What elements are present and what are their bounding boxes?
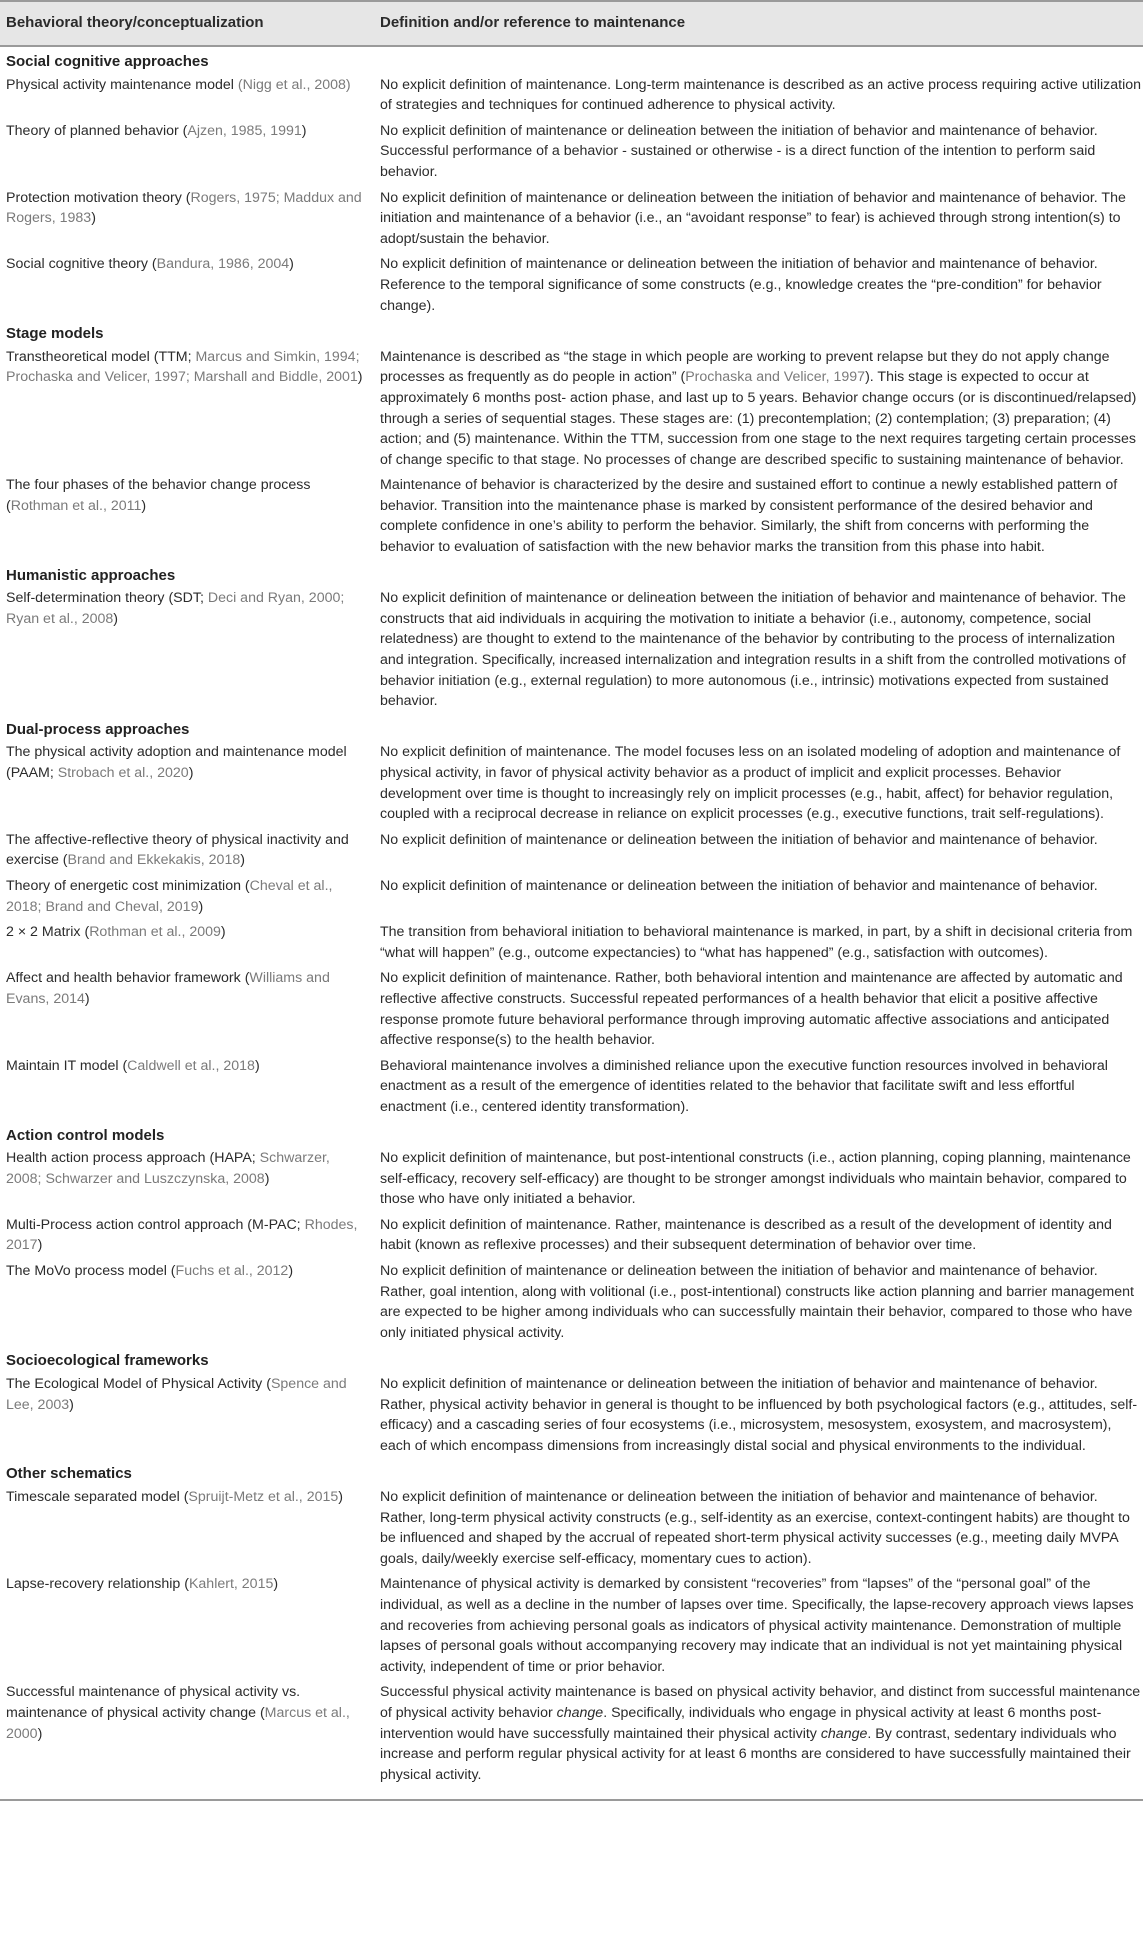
- cell-text: ): [141, 497, 147, 514]
- theory-cell: [0, 73, 374, 119]
- theory-cell: [0, 119, 374, 186]
- definition-cell: [374, 1054, 1143, 1121]
- cell-text: The transition from behavioral initiation to behavioral maintenance is marked, in part, by a shift in decisional criteria from “what will happen” (e.g., outcome expectancies) to “what has happened” (e.g., satisfaction with outcomes).: [380, 924, 1133, 961]
- section-title: Dual-process approaches: [6, 720, 190, 738]
- table-row: [0, 1259, 1143, 1346]
- cell-text: ): [273, 1576, 279, 1593]
- theory-cell: [0, 186, 374, 253]
- theory-cell: [0, 1259, 374, 1346]
- section-title: Socioecological frameworks: [6, 1352, 209, 1370]
- table-row: [0, 1485, 1143, 1572]
- cell-text: No explicit definition of maintenance. Rather, both behavioral intention and maintenance are affected by automatic and reflective affective constructs. Successful repeated performances of a health behavior that elicit a positive affective response promote future behavioral performance through improving automatic affective associations and anticipated affective response(s) to the health behavior.: [380, 970, 1123, 1049]
- definition-cell: [374, 1680, 1143, 1800]
- table-row: [0, 1572, 1143, 1680]
- cell-text: No explicit definition of maintenance or delineation between the initiation of behavior and maintenance of behavior.: [380, 877, 1098, 894]
- cell-text: No explicit definition of maintenance, but post-intentional constructs (i.e., action planning, coping planning, maintenance self-efficacy, recovery self-efficacy) are thought to be stronger amongst individuals who maintain behavior, compared to those who have only initiated a behavior.: [380, 1150, 1131, 1208]
- cell-text: Transtheoretical model (TTM;: [6, 348, 196, 365]
- cell-text: No explicit definition of maintenance. Rather, maintenance is described as a result of the development of identity and habit (known as reflexive processes) and their subsequent determination of behavior over time.: [380, 1216, 1112, 1254]
- definition-cell: [374, 1146, 1143, 1213]
- cell-text: . By contrast, sedentary individuals who increase and perform regular physical activity for at least 6 months are considered to have successfully maintained their physical activity.: [380, 1725, 1131, 1783]
- cell-text: ): [84, 990, 90, 1007]
- definition-cell: [374, 740, 1143, 827]
- theory-cell: [0, 473, 374, 560]
- citation-link[interactable]: Deci and Ryan, 2000; Ryan et al., 2008: [6, 590, 345, 627]
- header-theory: Behavioral theory/conceptualization: [0, 1, 374, 46]
- cell-text: Maintenance of physical activity is demarked by consistent “recoveries” from “lapses” of the “personal goal” of the individual, as well as a decline in the number of lapses over time. Specifically, the lapse-recovery approach views lapses and recoveries from achieving personal goals as indicators of physical activity maintenance. Demonstration of multiple lapses of personal goals without accompanying recovery may indicate that an individual is not yet maintaining physical activity, independent of time or prior behavior.: [380, 1576, 1134, 1675]
- cell-text: ): [289, 256, 294, 273]
- table-body: [0, 46, 1143, 1800]
- cell-text: Maintenance is described as “the stage in which people are working to prevent relapse but they do not apply change processes as frequently as do people in action” (: [380, 348, 1110, 386]
- cell-text: ): [198, 898, 204, 915]
- cell-text: Successful physical activity maintenance is based on physical activity behavior, and distinct from successful maintenance of physical activity behavior: [380, 1684, 1141, 1721]
- cell-text: ): [37, 1725, 43, 1742]
- cell-text: ): [338, 1489, 343, 1505]
- cell-text: The MoVo process model (: [6, 1263, 176, 1280]
- table-row: [0, 920, 1143, 966]
- table-header-row: [0, 1, 1143, 46]
- citation-link[interactable]: Fuchs et al., 2012: [175, 1263, 289, 1280]
- definition-cell: [374, 119, 1143, 186]
- table-row: [0, 1146, 1143, 1213]
- theory-cell: [0, 828, 374, 874]
- section-row: [0, 715, 1143, 741]
- citation-link[interactable]: Marcus and Simkin, 1994; Prochaska and Velicer, 1997; Marshall and Biddle, 2001: [6, 348, 360, 386]
- header-definition: Definition and/or reference to maintenance: [374, 1, 1143, 46]
- cell-text: Affect and health behavior framework (: [6, 970, 250, 987]
- theory-cell: [0, 1485, 374, 1572]
- cell-text: Social cognitive theory (: [6, 256, 157, 273]
- definition-cell: [374, 966, 1143, 1053]
- definition-cell: [374, 473, 1143, 560]
- citation-link[interactable]: Kahlert, 2015: [188, 1576, 274, 1593]
- cell-text: Timescale separated model (: [6, 1489, 189, 1505]
- table-row: [0, 119, 1143, 186]
- cell-text: No explicit definition of maintenance. Long-term maintenance is described as an active process requiring active utilization of strategies and techniques for continued adherence to physical activity.: [380, 76, 1142, 114]
- cell-text: Behavioral maintenance involves a diminished reliance upon the executive function resources involved in behavioral enactment as a result of the emergence of identities related to the behavior that facilitate swift and less effortful enactment (i.e., centered identity transformation).: [380, 1057, 1108, 1115]
- table-row: [0, 1372, 1143, 1459]
- table-row: [0, 1054, 1143, 1121]
- citation-link[interactable]: Rogers, 1975; Maddux and Rogers, 1983: [6, 189, 362, 227]
- definition-cell: [374, 73, 1143, 119]
- citation-link[interactable]: Cheval et al., 2018; Brand and Cheval, 2019: [6, 877, 333, 915]
- cell-text: No explicit definition of maintenance or delineation between the initiation of behavior and maintenance of behavior. Successful performance of a behavior - sustained or otherwise - is a direct function of the intention to perform said behavior.: [380, 122, 1098, 180]
- table-row: [0, 586, 1143, 715]
- cell-text: ): [220, 924, 226, 941]
- cell-text: ): [91, 210, 96, 227]
- cell-text: Protection motivation theory (: [6, 189, 191, 206]
- table-row: [0, 473, 1143, 560]
- cell-text: Successful maintenance of physical activity vs. maintenance of physical activity change (: [6, 1684, 301, 1721]
- cell-text: Theory of planned behavior (: [6, 122, 188, 139]
- cell-text: No explicit definition of maintenance or delineation between the initiation of behavior and maintenance of behavior. Rather, physical activity behavior in general is thought to be influenced by both psychological factors (e.g., attitudes, self-efficacy) and a cascading series of four ecosystems (i.e., microsystem, mesosystem, exosystem, and macrosystem), each of which encompass dimensions from increasingly distal social and physical environments to the individual.: [380, 1376, 1138, 1454]
- theory-cell: [0, 1572, 374, 1680]
- cell-text: Lapse-recovery relationship (: [6, 1576, 189, 1593]
- definition-cell: [374, 1485, 1143, 1572]
- citation-link[interactable]: Williams and Evans, 2014: [6, 970, 330, 1007]
- cell-text: ): [188, 765, 194, 781]
- cell-text: The affective-reflective theory of physical inactivity and exercise (: [6, 831, 349, 869]
- cell-text: ): [69, 1396, 74, 1413]
- table-row: [0, 345, 1143, 474]
- definition-cell: [374, 874, 1143, 920]
- cell-text: ): [113, 610, 118, 627]
- citation-link[interactable]: Caldwell et al., 2018: [127, 1057, 255, 1074]
- theory-cell: [0, 1372, 374, 1459]
- cell-text: No explicit definition of maintenance or delineation between the initiation of behavior and maintenance of behavior. Reference to the temporal significance of some constructs (e.g., knowledge creates the “pre-condition” for behavior change).: [380, 256, 1102, 314]
- table-row: [0, 1680, 1143, 1800]
- citation-link[interactable]: Bandura, 1986, 2004: [156, 256, 290, 273]
- table-row: [0, 1213, 1143, 1259]
- theory-cell: [0, 1213, 374, 1259]
- cell-text: Maintain IT model (: [6, 1057, 128, 1074]
- theory-cell: [0, 920, 374, 966]
- citation-link[interactable]: Rothman et al., 2011: [10, 497, 142, 514]
- citation-link[interactable]: Brand and Ekkekakis, 2018: [67, 852, 241, 869]
- cell-text: No explicit definition of maintenance or delineation between the initiation of behavior and maintenance of behavior. The constructs that aid individuals in acquiring the motivation to initiate a behavior (i.e., autonomy, competence, social relatedness) are thought to extend to the maintenance of the behavior by contributing to the process of internalization and integration. Specifically, increased internalization and integration results in a shift from the controlled motivations of behavior initiation (e.g., external regulation) to more autonomous (i.e., intrinsic) motivations expected from sustained behavior.: [380, 590, 1126, 710]
- cell-text: No explicit definition of maintenance or delineation between the initiation of behavior and maintenance of behavior.: [380, 831, 1098, 848]
- section-title: Humanistic approaches: [6, 566, 176, 584]
- theory-cell: [0, 1146, 374, 1213]
- cell-text: ): [37, 1237, 43, 1254]
- cell-text: . Specifically, individuals who engage in physical activity at least 6 months post-intervention would have successfully maintained their physical activity: [380, 1704, 1102, 1742]
- cell-text: No explicit definition of maintenance or delineation between the initiation of behavior and maintenance of behavior. The initiation and maintenance of a behavior (i.e., an “avoidant response” to fear) is achieved through strong intention(s) to adopt/sustain the behavior.: [380, 189, 1126, 247]
- section-row: [0, 1459, 1143, 1485]
- definition-cell: [374, 586, 1143, 715]
- section-row: [0, 319, 1143, 345]
- cell-text: Health action process approach (HAPA;: [6, 1150, 260, 1167]
- cell-text: Multi-Process action control approach (M-PAC;: [6, 1216, 305, 1233]
- citation-link[interactable]: Ajzen, 1985, 1991: [187, 122, 302, 139]
- cell-text: Theory of energetic cost minimization (: [6, 877, 250, 894]
- section-row: [0, 1121, 1143, 1147]
- table-row: [0, 828, 1143, 874]
- definition-cell: [374, 920, 1143, 966]
- section-row: [0, 46, 1143, 73]
- cell-text: ): [240, 852, 245, 869]
- cell-text: The physical activity adoption and maintenance model (PAAM;: [6, 744, 347, 781]
- section-title: Other schematics: [6, 1465, 132, 1483]
- cell-text: Self-determination theory (SDT;: [6, 590, 208, 607]
- definition-cell: [374, 186, 1143, 253]
- definition-cell: [374, 345, 1143, 474]
- cell-text: Physical activity maintenance model: [6, 76, 238, 93]
- cell-text: No explicit definition of maintenance. The model focuses less on an isolated modeling of adoption and maintenance of physical activity, in favor of physical activity behavior as a product of implicit and explicit processes. Behavior development over time is thought to increasingly rely on implicit processes (e.g., habit, affect) for behavior regulation, coupled with a reciprocal decrease in reliance on explicit processes (e.g., executive functions, trait self-regulations).: [380, 744, 1121, 823]
- cell-text: The Ecological Model of Physical Activity (: [6, 1376, 271, 1393]
- definition-cell: [374, 1572, 1143, 1680]
- citation-link[interactable]: Rhodes, 2017: [6, 1216, 358, 1254]
- theory-cell: [0, 586, 374, 715]
- theory-cell: [0, 345, 374, 474]
- citation-link[interactable]: Prochaska and Velicer, 1997: [685, 369, 866, 386]
- table-row: [0, 73, 1143, 119]
- citation-link[interactable]: Spence and Lee, 2003: [6, 1376, 347, 1413]
- citation-link[interactable]: Strobach et al., 2020: [57, 765, 189, 781]
- cell-text: ). This stage is expected to occur at approximately 6 months post- action phase, and last up to 5 years. Behavior change occurs (or is discontinued/relapsed) through a series of sequential stages. These stages are: (1) precontemplation; (2) contemplation; (3) preparation; (4) action; and (5) maintenance. Within the TTM, succession from one stage to the next requires targeting certain processes of change specific to that stage. No processes of change are described specific to sustaining maintenance of behavior.: [380, 369, 1137, 468]
- table-row: [0, 874, 1143, 920]
- cell-text: ): [357, 369, 363, 386]
- definition-cell: [374, 252, 1143, 319]
- table-row: [0, 740, 1143, 827]
- cell-text: ): [254, 1057, 260, 1074]
- theory-cell: [0, 252, 374, 319]
- citation-link[interactable]: (Nigg et al., 2008): [237, 76, 351, 93]
- cell-text: No explicit definition of maintenance or delineation between the initiation of behavior and maintenance of behavior. Rather, long-term physical activity constructs (e.g., self-identity as an exercise, context-contingent habits) are thought to be influenced and shaped by the accrual of repeated short-term physical activity successes (e.g., meeting daily MVPA goals, daily/weekly exercise self-efficacy, momentary cues to action).: [380, 1489, 1130, 1567]
- table-row: [0, 186, 1143, 253]
- cell-text: Maintenance of behavior is characterized by the desire and sustained effort to continue a newly established pattern of behavior. Transition into the maintenance phase is marked by consistent performance of the desired behavior and complete confidence in one’s ability to perform the behavior. Similarly, the shift from concerns with performing the behavior to evaluation of satisfaction with the new behavior marks the transition from this phase into habit.: [380, 477, 1118, 556]
- section-title: Action control models: [6, 1126, 165, 1144]
- table-row: [0, 252, 1143, 319]
- theory-cell: [0, 1680, 374, 1800]
- emphasis-text: change: [556, 1704, 604, 1721]
- section-row: [0, 561, 1143, 587]
- citation-link[interactable]: Marcus et al., 2000: [6, 1704, 350, 1742]
- section-row: [0, 1346, 1143, 1372]
- citation-link[interactable]: Schwarzer, 2008; Schwarzer and Luszczynska, 2008: [6, 1150, 330, 1187]
- cell-text: ): [264, 1170, 270, 1187]
- theory-cell: [0, 966, 374, 1053]
- citation-link[interactable]: Spruijt-Metz et al., 2015: [188, 1489, 339, 1505]
- cell-text: The four phases of the behavior change process (: [6, 477, 311, 514]
- definition-cell: [374, 1372, 1143, 1459]
- theory-cell: [0, 874, 374, 920]
- definition-cell: [374, 828, 1143, 874]
- cell-text: No explicit definition of maintenance or delineation between the initiation of behavior and maintenance of behavior. Rather, goal intention, along with volitional (i.e., post-intentional) constructs like action planning and barrier management are expected to be higher among individuals who can successfully maintain their behavior, compared to those who have only initiated physical activity.: [380, 1263, 1134, 1341]
- section-title: Social cognitive approaches: [6, 53, 209, 70]
- section-title: Stage models: [6, 325, 104, 343]
- emphasis-text: change: [820, 1725, 868, 1742]
- definition-cell: [374, 1259, 1143, 1346]
- cell-text: ): [288, 1263, 294, 1280]
- theory-cell: [0, 1054, 374, 1121]
- cell-text: ): [301, 122, 307, 139]
- citation-link[interactable]: Rothman et al., 2009: [89, 924, 221, 941]
- theory-cell: [0, 740, 374, 827]
- definition-cell: [374, 1213, 1143, 1259]
- table-row: [0, 966, 1143, 1053]
- cell-text: 2 × 2 Matrix (: [6, 924, 90, 941]
